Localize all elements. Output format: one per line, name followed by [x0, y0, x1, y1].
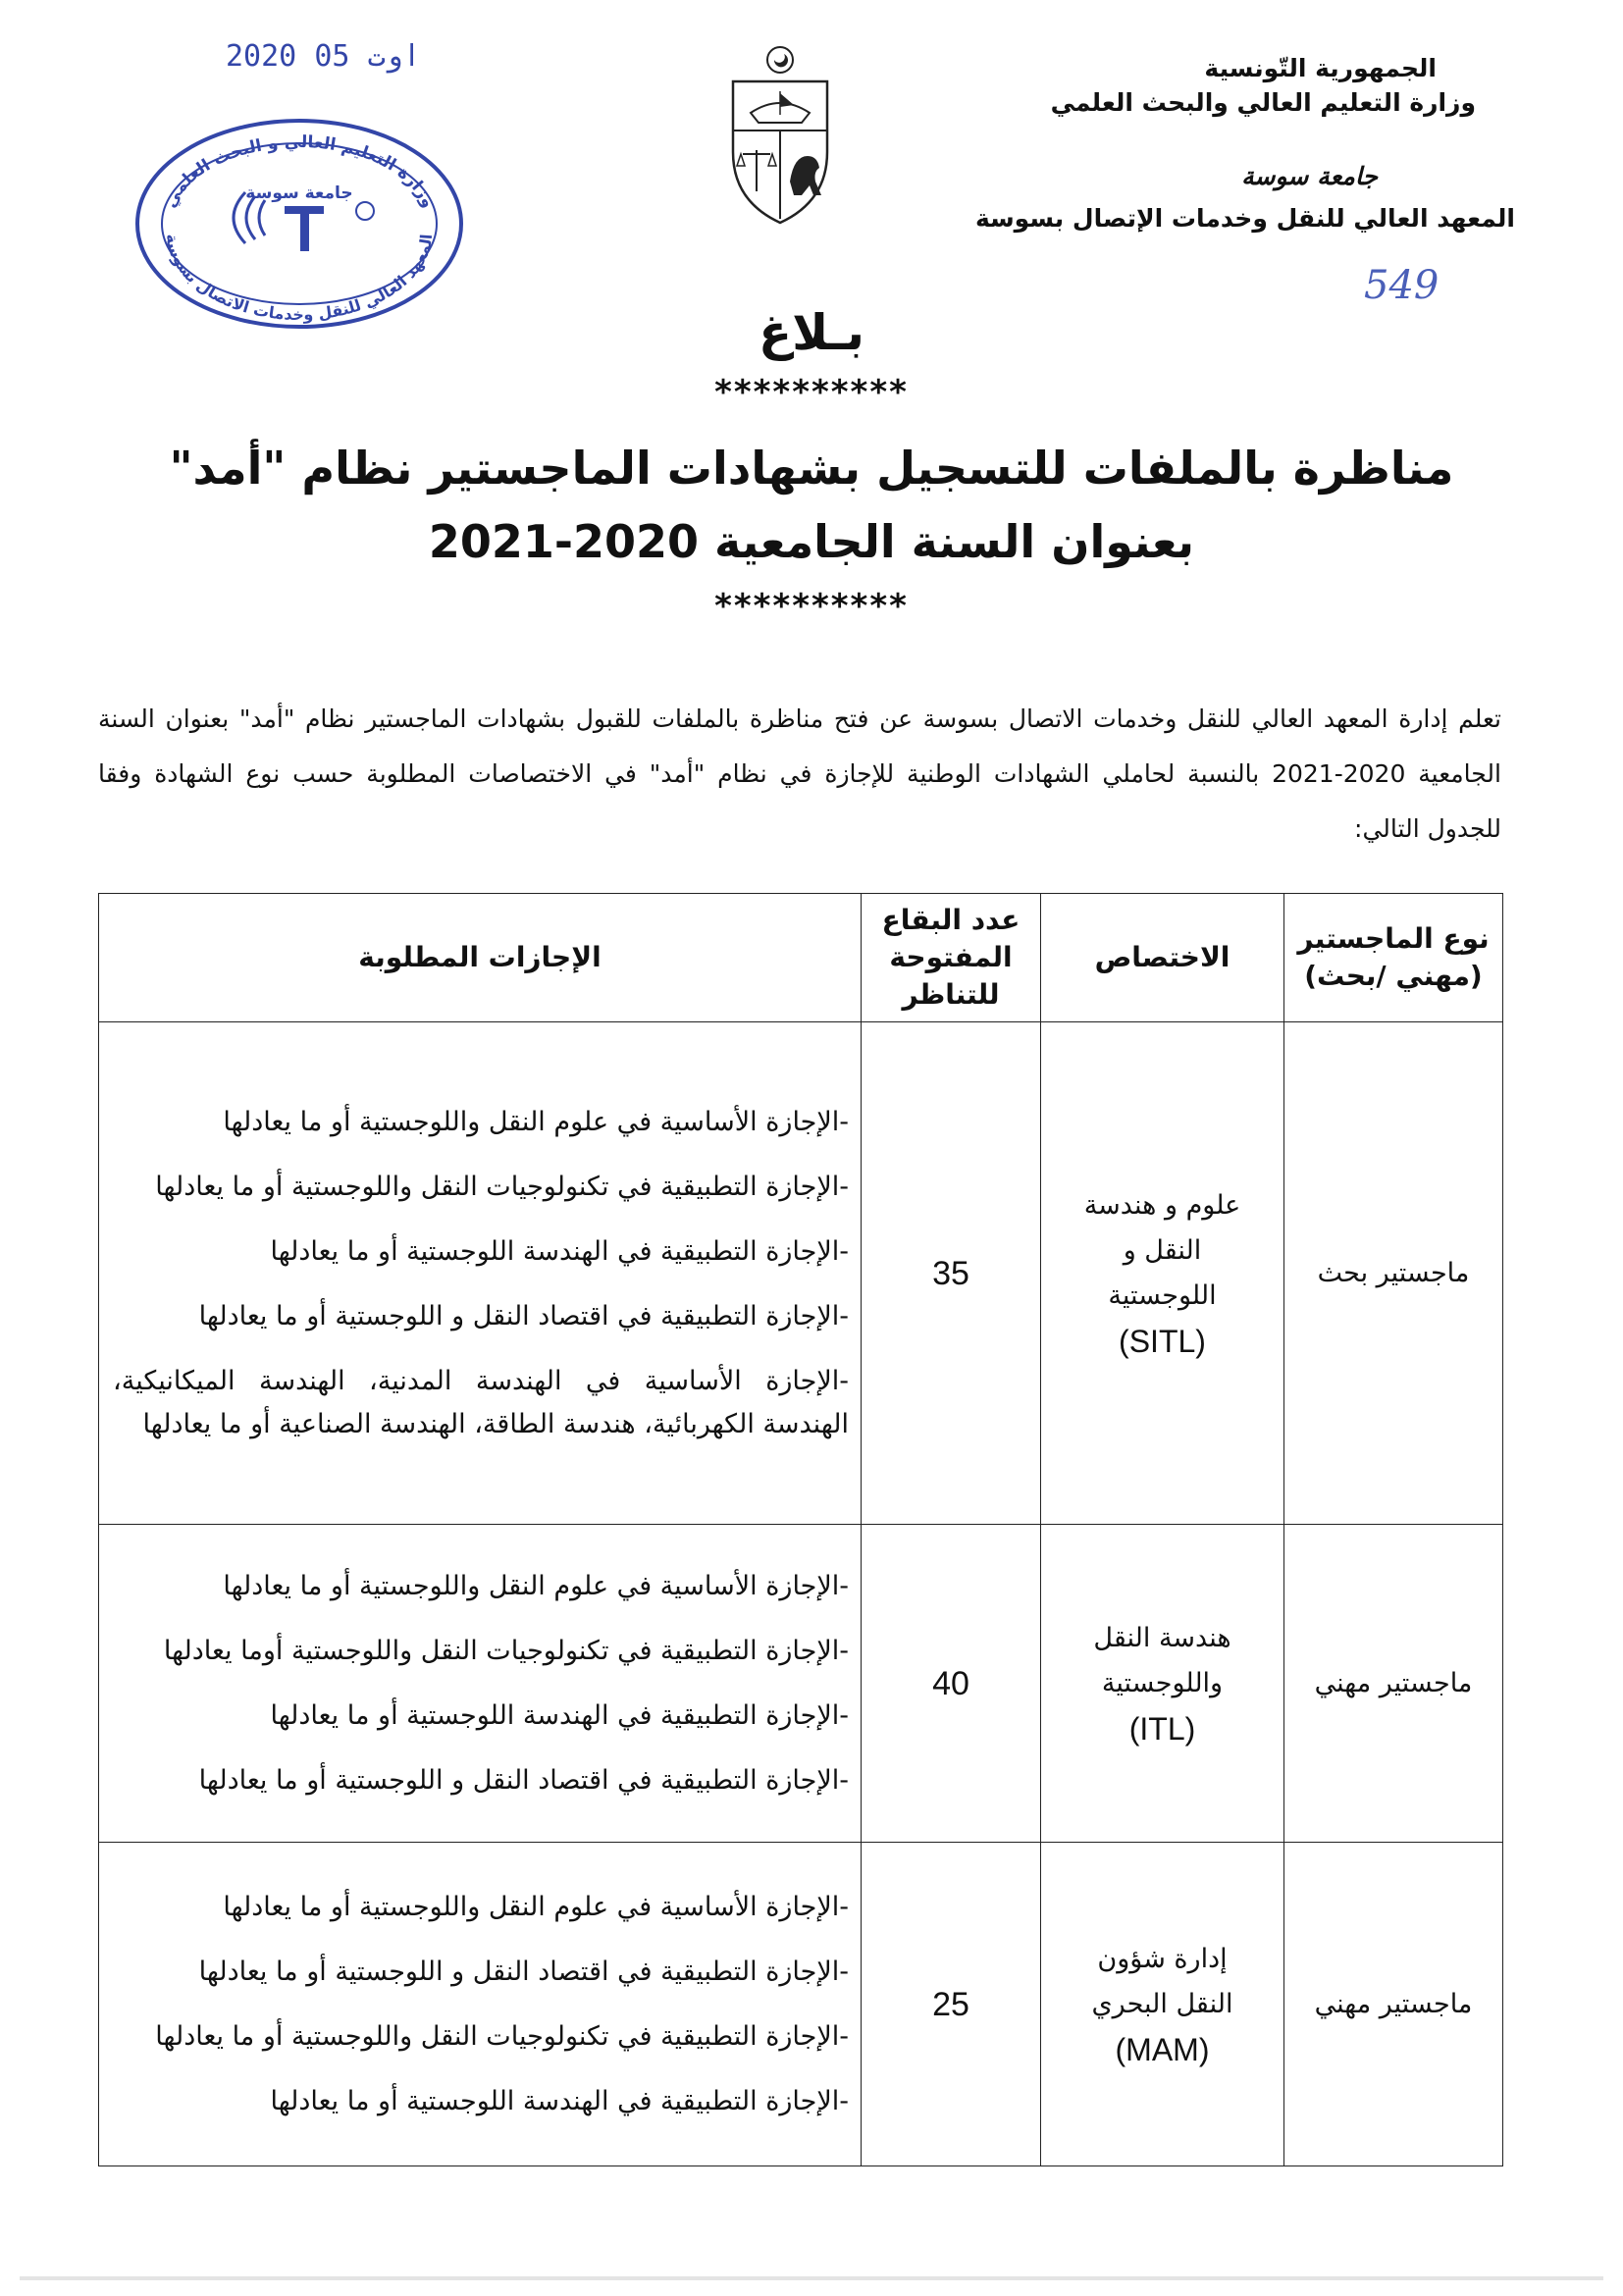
license-item: -الإجازة الأساسية في علوم النقل واللوجستية أو ما يعادلها — [223, 1891, 849, 1922]
license-item: -الإجازة التطبيقية في تكنولوجيات النقل واللوجستية أوما يعادلها — [163, 1635, 849, 1666]
licenses-cell — [99, 1525, 862, 1843]
specialty-cell — [1041, 1022, 1284, 1525]
header-seats: عدد البقاع المفتوحة للتناظر — [862, 894, 1041, 1022]
specialty-name: علوم و هندسة النقل و اللوجستية — [1083, 1189, 1241, 1311]
university-name: جامعة سوسة — [1241, 162, 1378, 190]
masters-table — [98, 893, 1503, 2166]
announcement-heading: بـلاغ — [759, 304, 864, 361]
header-specialty: الاختصاص — [1041, 894, 1284, 1022]
specialty-cell — [1041, 1843, 1284, 2166]
stars-divider-top: ********** — [714, 373, 909, 412]
licenses-cell — [99, 1022, 862, 1525]
specialty-code: (ITL) — [1128, 1710, 1196, 1747]
republic-name: الجمهورية التّونسية — [1204, 54, 1437, 82]
svg-text:المعهد العالي للنقل وخدمات الا: المعهد العالي للنقل وخدمات الاتصال بسوسة — [162, 233, 437, 325]
specialty-name: هندسة النقل واللوجستية — [1093, 1622, 1231, 1698]
table-row — [99, 1525, 1503, 1843]
table-row — [99, 1022, 1503, 1525]
specialty-name: إدارة شؤون النقل البحري — [1091, 1943, 1233, 2019]
seats-cell: 25 — [862, 1843, 1041, 2166]
scan-edge-divider — [20, 2276, 1603, 2280]
license-item: -الإجازة الأساسية في علوم النقل واللوجستية أو ما يعادلها — [223, 1106, 849, 1137]
license-item: -الإجازة التطبيقية في تكنولوجيات النقل واللوجستية أو ما يعادلها — [155, 2020, 849, 2052]
announcement-title-line2: بعنوان السنة الجامعية 2020-2021 — [428, 515, 1195, 568]
intro-paragraph: تعلم إدارة المعهد العالي للنقل وخدمات الاتصال بسوسة عن فتح مناظرة بالملفات للقبول بشهادات الماجستير نظام "أمد" بعنوان السنة الجامعية 2020-2021 بالنسبة لحاملي الشهادات الوطنية للإجازة في نظام "أمد" في الاختصاصات المطلوبة حسب نوع الشهادة وفقا للجدول التالي: — [98, 704, 1501, 843]
table-row — [99, 1843, 1503, 2166]
license-item: -الإجازة الأساسية في الهندسة المدنية، الهندسة الميكانيكية، الهندسة الكهربائية، هندسة الطاقة، الهندسة الصناعية أو ما يعادلها — [113, 1365, 849, 1439]
license-item: -الإجازة التطبيقية في الهندسة اللوجستية أو ما يعادلها — [270, 1699, 849, 1731]
date-stamp: 2020 اوت 05 — [226, 39, 421, 74]
master-type-cell: ماجستير بحث — [1284, 1022, 1503, 1525]
specialty-code: (MAM) — [1115, 2031, 1210, 2067]
svg-text:جامعة سوسة: جامعة سوسة — [245, 183, 353, 203]
license-item: -الإجازة التطبيقية في تكنولوجيات النقل واللوجستية أو ما يعادلها — [155, 1171, 849, 1202]
license-item: -الإجازة التطبيقية في اقتصاد النقل و اللوجستية أو ما يعادلها — [198, 1956, 849, 1987]
letterhead — [966, 54, 1515, 233]
license-item: -الإجازة التطبيقية في اقتصاد النقل و اللوجستية أو ما يعادلها — [198, 1764, 849, 1796]
license-item: -الإجازة الأساسية في علوم النقل واللوجستية أو ما يعادلها — [223, 1570, 849, 1601]
ministry-name: وزارة التعليم العالي والبحث العلمي — [1050, 88, 1476, 117]
announcement-title-line1: مناظرة بالملفات للتسجيل بشهادات الماجستير نظام "أمد" — [169, 442, 1454, 495]
header-master-type: نوع الماجستير (مهني /بحث) — [1284, 894, 1503, 1022]
licenses-cell — [99, 1843, 862, 2166]
seats-cell: 35 — [862, 1022, 1041, 1525]
license-item: -الإجازة التطبيقية في الهندسة اللوجستية أو ما يعادلها — [270, 2085, 849, 2116]
table-header-row — [99, 894, 1503, 1022]
handwritten-reference-number: 549 — [1364, 263, 1440, 308]
license-item: -الإجازة التطبيقية في اقتصاد النقل و اللوجستية أو ما يعادلها — [198, 1300, 849, 1331]
master-type-cell: ماجستير مهني — [1284, 1843, 1503, 2166]
master-type-cell: ماجستير مهني — [1284, 1525, 1503, 1843]
specialty-cell — [1041, 1525, 1284, 1843]
institute-name: المعهد العالي للنقل وخدمات الإتصال بسوسة — [974, 204, 1515, 233]
header-required-licenses: الإجازات المطلوبة — [99, 894, 862, 1022]
tunisia-coat-of-arms-icon — [711, 44, 849, 231]
license-item: -الإجازة التطبيقية في الهندسة اللوجستية أو ما يعادلها — [270, 1235, 849, 1267]
svg-text:وزارة التعليم العالي و البحث ا: وزارة التعليم العالي و البحث العلمي — [160, 131, 439, 211]
seats-cell: 40 — [862, 1525, 1041, 1843]
specialty-code: (SITL) — [1119, 1323, 1206, 1359]
stars-divider-bottom: ********** — [714, 587, 909, 626]
